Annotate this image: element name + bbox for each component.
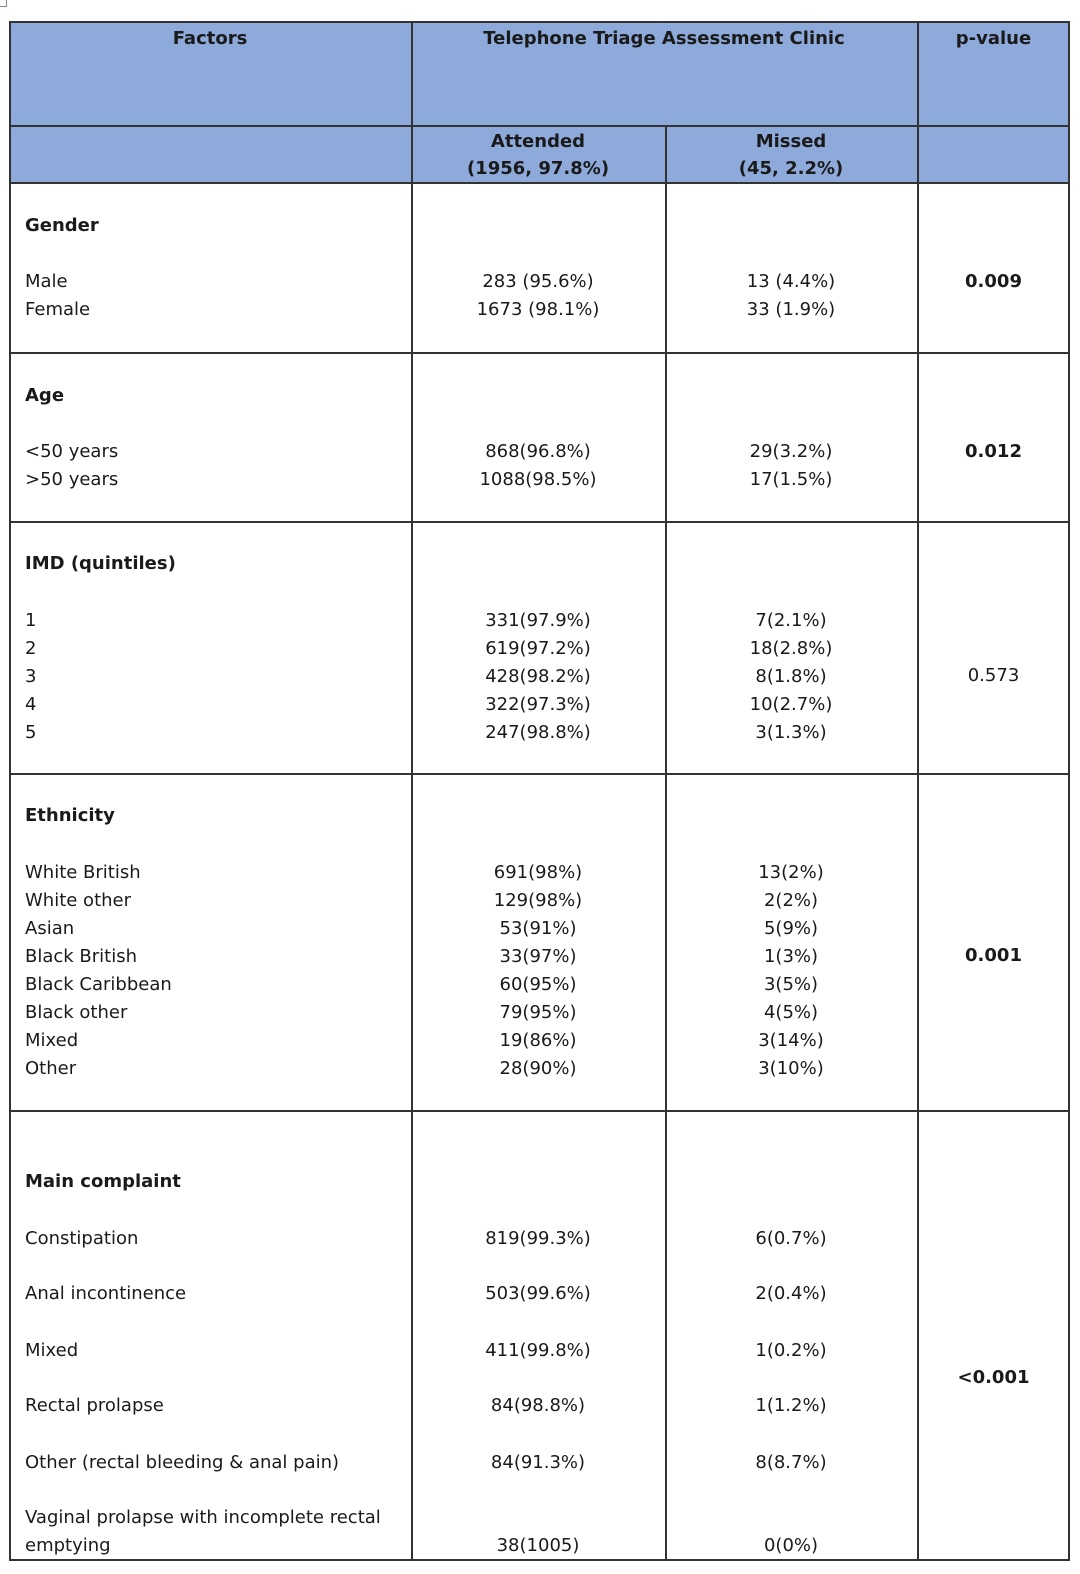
missed-header-title: Missed [755, 131, 827, 152]
attended-value: 411(99.8%) [485, 1340, 591, 1361]
missed-value: 6(0.7%) [755, 1228, 827, 1249]
attended-header-title: Attended [490, 131, 586, 152]
missed-value: 3(1.3%) [755, 722, 827, 743]
row-label: 2 [25, 638, 37, 659]
row-label: Other (rectal bleeding & anal pain) [25, 1452, 340, 1473]
gender-labels [25, 268, 405, 324]
row-label: >50 years [25, 469, 119, 490]
row-label: emptying [25, 1535, 111, 1556]
missed-value: 7(2.1%) [755, 610, 827, 631]
col-divider-3 [917, 21, 919, 1561]
ethnicity-missed [665, 859, 917, 1083]
missed-value: 3(5%) [763, 974, 819, 995]
table-top-border [9, 21, 1070, 23]
ethnicity-labels [25, 859, 405, 1083]
col-divider-1 [411, 21, 413, 1561]
clinic-header: Telephone Triage Assessment Clinic [483, 28, 845, 49]
attended-value: 1088(98.5%) [479, 469, 597, 490]
missed-value: 1(3%) [763, 946, 819, 967]
missed-value: 1(1.2%) [755, 1395, 827, 1416]
row-label: Female [25, 299, 91, 320]
missed-value: 2(2%) [763, 890, 819, 911]
section-title-gender: Gender [25, 215, 99, 236]
attended-value: 33(97%) [499, 946, 577, 967]
missed-value: 4(5%) [763, 1002, 819, 1023]
row-label: 3 [25, 666, 37, 687]
complaint-pvalue: <0.001 [957, 1367, 1030, 1388]
imd-pvalue: 0.573 [967, 665, 1020, 686]
attended-value: 331(97.9%) [485, 610, 591, 631]
attended-value: 129(98%) [493, 890, 583, 911]
missed-value: 29(3.2%) [749, 441, 833, 462]
row-label-multiline [25, 1504, 409, 1560]
section-title-imd: IMD (quintiles) [25, 553, 176, 574]
gender-missed [665, 268, 917, 324]
attended-value: 53(91%) [499, 918, 577, 939]
row-label: Mixed [25, 1030, 79, 1051]
imd-bottom-border [9, 773, 1070, 775]
missed-value: 5(9%) [763, 918, 819, 939]
age-bottom-border [9, 521, 1070, 523]
row-label: 1 [25, 610, 37, 631]
attended-value: 247(98.8%) [485, 722, 591, 743]
row-label: 4 [25, 694, 37, 715]
row-label: White British [25, 862, 141, 883]
missed-header-count: (45, 2.2%) [738, 158, 844, 179]
pvalue-header: p-value [955, 28, 1032, 49]
header-bottom-border [9, 182, 1070, 184]
attended-value: 428(98.2%) [485, 666, 591, 687]
age-pvalue: 0.012 [965, 441, 1022, 462]
imd-labels [25, 607, 405, 747]
row-label: Anal incontinence [25, 1283, 187, 1304]
attended-value: 19(86%) [499, 1030, 577, 1051]
attended-value: 503(99.6%) [485, 1283, 591, 1304]
attended-value: 28(90%) [499, 1058, 577, 1079]
missed-value: 8(1.8%) [755, 666, 827, 687]
corner-marker [0, 0, 7, 7]
attended-value: 283 (95.6%) [482, 271, 594, 292]
attended-value: 691(98%) [493, 862, 583, 883]
missed-value: 2(0.4%) [755, 1283, 827, 1304]
age-attended [411, 438, 665, 494]
missed-value: 10(2.7%) [749, 694, 833, 715]
attended-value: 84(91.3%) [490, 1452, 586, 1473]
gender-attended [411, 268, 665, 324]
row-label: 5 [25, 722, 37, 743]
section-title-complaint: Main complaint [25, 1171, 181, 1192]
attended-value: 60(95%) [499, 974, 577, 995]
missed-value: 3(10%) [758, 1058, 824, 1079]
age-labels [25, 438, 405, 494]
ethnicity-attended [411, 859, 665, 1083]
gender-pvalue: 0.009 [965, 271, 1022, 292]
row-label: Black other [25, 1002, 128, 1023]
row-label: Rectal prolapse [25, 1395, 164, 1416]
table-left-border [9, 21, 11, 1561]
row-label: Male [25, 271, 68, 292]
gender-bottom-border [9, 352, 1070, 354]
missed-header [665, 128, 917, 182]
row-label: Black British [25, 946, 138, 967]
imd-attended [411, 607, 665, 747]
row-label: <50 years [25, 441, 119, 462]
header-divider [9, 125, 1070, 127]
ethnicity-bottom-border [9, 1110, 1070, 1112]
attended-header [411, 128, 665, 182]
row-label: Vaginal prolapse with incomplete rectal [25, 1507, 381, 1528]
attended-value: 619(97.2%) [485, 638, 591, 659]
missed-value: 3(14%) [758, 1030, 824, 1051]
attended-value: 79(95%) [499, 1002, 577, 1023]
missed-value: 33 (1.9%) [746, 299, 836, 320]
row-label: Constipation [25, 1228, 139, 1249]
missed-value: 8(8.7%) [755, 1452, 827, 1473]
attended-value: 1673 (98.1%) [476, 299, 600, 320]
factors-header: Factors [172, 28, 248, 49]
attended-value: 322(97.3%) [485, 694, 591, 715]
imd-missed [665, 607, 917, 747]
attended-value: 38(1005) [496, 1535, 580, 1556]
attended-value: 84(98.8%) [490, 1395, 586, 1416]
attended-header-count: (1956, 97.8%) [466, 158, 610, 179]
age-missed [665, 438, 917, 494]
section-title-age: Age [25, 385, 65, 406]
results-table [9, 21, 1070, 1561]
missed-value: 1(0.2%) [755, 1340, 827, 1361]
row-label: Other [25, 1058, 77, 1079]
missed-value: 0(0%) [763, 1535, 819, 1556]
ethnicity-pvalue: 0.001 [965, 945, 1022, 966]
missed-value: 13 (4.4%) [746, 271, 836, 292]
row-label: Mixed [25, 1340, 79, 1361]
attended-value: 819(99.3%) [485, 1228, 591, 1249]
section-title-ethnicity: Ethnicity [25, 805, 115, 826]
row-label: White other [25, 890, 132, 911]
table-right-border [1068, 21, 1070, 1561]
missed-value: 17(1.5%) [749, 469, 833, 490]
attended-value: 868(96.8%) [485, 441, 591, 462]
row-label: Black Caribbean [25, 974, 172, 995]
row-label: Asian [25, 918, 75, 939]
missed-value: 13(2%) [758, 862, 824, 883]
missed-value: 18(2.8%) [749, 638, 833, 659]
